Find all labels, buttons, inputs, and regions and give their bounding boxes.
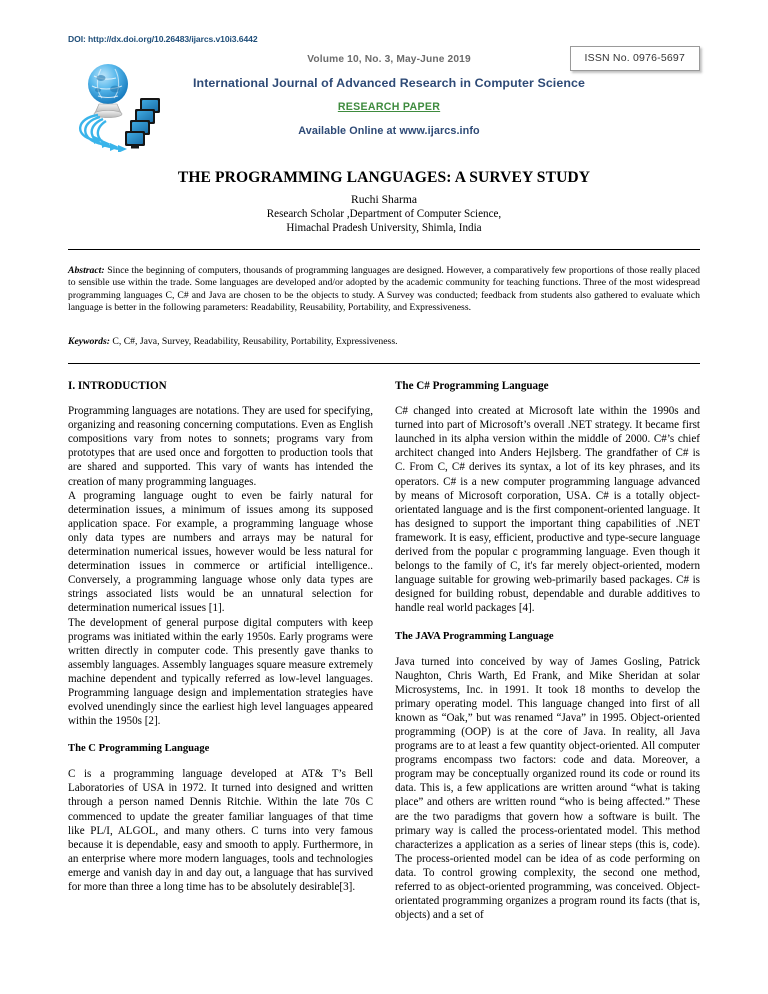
paragraph: The development of general purpose digital computers with keep programs was initiated within the early 1950s. Early programs were written directly in computer code. This presently gave thanks to assembly languages. Assembly languages square measure extremely machine dependent and typically referred as low-level languages. Programming language design and implementation strategies have evolved unendingly since the earliest high level languages appeared within the 1950s [2]. (68, 616, 373, 728)
sub-heading-csharp-language: The C# Programming Language (395, 380, 549, 393)
paragraph: A programing language ought to even be fairly natural for determination issues, a minimum of issues among its supposed application space. For example, a programming language whose only data types are numbers and arrays may be natural for determination numerical issues, however would be less natural for determination issues in commerce or artificial intelligence.. Conversely, a programming language whose only data types are strings associated lists would be an unnatural selection for determination numerical issues [1]. (68, 489, 373, 615)
abstract-top-rule (68, 249, 700, 250)
journal-masthead (68, 0, 700, 152)
keywords-line (68, 326, 700, 353)
author-affiliation-line-2: Himachal Pradesh University, Shimla, India (286, 222, 482, 234)
abstract-label: Abstract: (68, 264, 105, 276)
title-block (68, 168, 700, 235)
issn-box (570, 46, 701, 71)
paragraph: Java turned into conceived by way of James Gosling, Patrick Naughton, Chris Warth, Ed Frank, and Mike Sheridan at solar Microsystems, Inc. in 1991. It took 18 months to develop the primary operating model. This language changed into first of all known as “Oak,” but was renamed “Java” in 1995. Object-oriented programming (OOP) is at the core of Java. In reality, all Java programs are to at least a few quantity object-oriented. All computer programs encompass two factors: code and data. Moreover, a program may be conceptually organized round its code or round its data. This is, a few applications are written around “what is taking place” and others are written round “who is being affected.” These are the two paradigms that govern how a software is built. The primary way is called the process-orientated model. This method characterizes a application as a series of linear steps (this is, code). The process-oriented model can be idea of as code performing on data. To control growing complexity, the second one method, referred to as object-oriented programming, was conceived. Object-orientated programming organizes a program round its facts (that is, objects) and a set of (395, 655, 700, 922)
abstract-section (68, 249, 700, 364)
page-title: THE PROGRAMMING LANGUAGES: A SURVEY STUDY (177, 169, 591, 186)
available-online-link[interactable]: Available Online at www.ijarcs.info (298, 125, 480, 137)
abstract-body: Since the beginning of computers, thousands of programming languages are designed. However, a comparatively few proportions of those really placed to sensible use within the trade. Some languages are developed and/or adopted by the academic community for teaching functions. Three of the most widespread programming languages C, C# and Java are chosen to be the objects to study. A Survey was conducted; feedback from students also gathered to evaluate which language is better in the following parameters: Readability, Reusability, Portability, and Expressiveness. (68, 264, 700, 313)
sub-heading-java-language: The JAVA Programming Language (395, 630, 554, 642)
abstract-bottom-rule (68, 363, 700, 364)
abstract-text (68, 260, 700, 317)
paragraph: C is a programming language developed at AT& T’s Bell Laboratories of USA in 1972. It turned into designed and written through a person named Dennis Ritchie. Within the late 70s C commenced to update the greater familiar languages of that time like PL/I, ALGOL, and many others. C turns into very famous because it is dependable, easy and smooth to apply. Furthermore, in an enterprise where more modern languages, tools and technologies emerge and vanish day in and day out, a language that has survived for more than three a long time has to be absolutely desirable[3]. (68, 768, 373, 893)
section-heading-introduction: I. INTRODUCTION (68, 380, 167, 393)
journal-title: International Journal of Advanced Research in Computer Science (192, 76, 585, 90)
research-paper-label[interactable]: RESEARCH PAPER (337, 101, 441, 113)
author-affiliation-line-1: Research Scholar ,Department of Computer Science, (266, 208, 502, 220)
right-column (395, 379, 700, 922)
keywords-text: C, C#, Java, Survey, Readability, Reusability, Portability, Expressiveness. (109, 336, 398, 347)
paragraph: C# changed into created at Microsoft late within the 1990s and turned into part of Microsoft’s overall .NET strategy. It became first launched in its alpha version within the middle of 2000. C#’s chief architect changed into Anders Hejlsberg. The grandfather of C# is C. From C, C# derives its syntax, a lot of its key phrases, and its operators. C# is a new computer programming language advanced by means of Microsoft corporation, USA. C# is a totally object-orientated language and is the first component-oriented language. It has designed to support the important thing capabilities of .NET framework. It is easy, efficient, productive and type-secure language derived from the popular c programming language. Even though it belongs to the family of C, it's far merely object-oriented, modern language suitable for growing web-primarily based packages. C# is designed for building robust, dependable and durable additives to handle real world packages [4]. (395, 405, 700, 615)
keywords-label: Keywords: (68, 336, 110, 347)
sub-heading-c-language: The C Programming Language (68, 743, 210, 755)
issn-label: ISSN No. 0976-5697 (584, 52, 685, 64)
author-name: Ruchi Sharma (350, 193, 417, 206)
doi-link[interactable]: DOI: http://dx.doi.org/10.26483/ijarcs.v10i3.6442 (68, 34, 258, 44)
volume-issue-line: Volume 10, No. 3, May-June 2019 (307, 54, 471, 65)
paragraph: Programming languages are notations. They are used for specifying, organizing and reasoning concerning computations. Even as English compositions vary from notes to sonnets; programs vary from prototypes that are used once and forgotten to production tools that are shared and supported. This vary of wants has intended the creation of many programming languages. (68, 405, 373, 488)
body-columns (68, 379, 700, 922)
left-column (68, 379, 373, 922)
globe-network-logo-icon (68, 60, 172, 152)
